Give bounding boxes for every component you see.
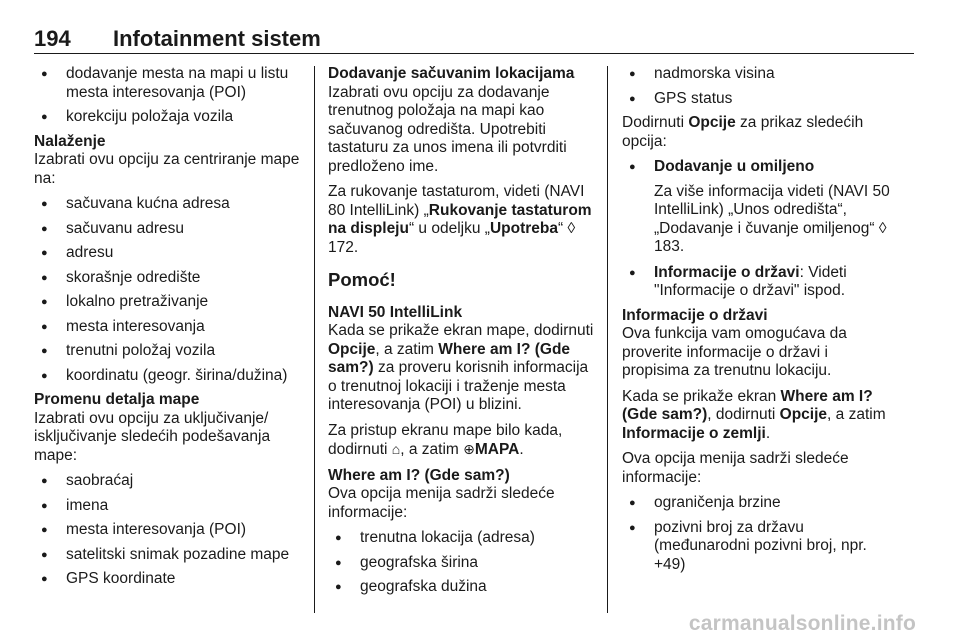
section-heading-dodavanje: Dodavanje sačuvanim lokacijama	[328, 65, 575, 82]
home-icon: ⌂	[391, 441, 401, 457]
text-run: .	[765, 424, 771, 442]
list-item: ● geografska dužina	[328, 578, 596, 597]
list-item: ● skorašnje odredište	[34, 269, 304, 288]
bullet-list-status	[622, 65, 892, 108]
column-2	[328, 65, 596, 603]
bold-term: Upotreba	[489, 220, 558, 237]
page-title: Infotainment sistem	[113, 26, 321, 51]
bold-term: Opcije	[688, 114, 736, 131]
list-item: ● imena	[34, 497, 304, 516]
list-item: ● mesta interesovanja	[34, 318, 304, 337]
list-item: ● ograničenja brzine	[622, 494, 892, 513]
bold-term: Informacije o zemlji	[622, 424, 766, 442]
watermark: carmanualsonline.info	[688, 612, 916, 635]
bold-term: Rukovanje tastaturom na displeju	[328, 201, 592, 237]
page-number: 194	[34, 26, 71, 51]
bold-term: Informacije o državi	[654, 263, 800, 281]
subheading-where: Where am I? (Gde sam?)	[328, 466, 510, 484]
bold-term: Where am I? (Gde sam?)	[328, 340, 571, 376]
bullet-list-bottom	[622, 494, 892, 574]
list-item: ● trenutna lokacija (adresa)	[328, 529, 596, 548]
text-run: Kada se prikaže ekran	[622, 387, 781, 405]
list-item: ● koordinatu (geogr. širina/dužina)	[34, 367, 304, 386]
text-run: , dodirnuti	[707, 406, 780, 423]
paragraph: Ova opcija menija sadrži sledeće informacije:	[622, 450, 849, 486]
section-heading-pomoc: Pomoć!	[328, 269, 396, 290]
paragraph: Izabrati ovu opciju za uključivanje/ isključivanje sledećih podešavanja mape:	[34, 409, 271, 464]
bold-term: MAPA	[474, 441, 520, 458]
list-item: ● GPS status	[622, 90, 892, 109]
text-run: , a zatim	[400, 441, 464, 458]
paragraph: Ova funkcija vam omogućava da proverite informacije o državi i propisima za trenutnu lokaciju.	[622, 325, 847, 379]
paragraph-pristup	[328, 422, 596, 460]
section-heading-promenu: Promenu detalja mape	[34, 391, 200, 408]
bullet-list-top	[34, 65, 304, 127]
text-run: Kada se prikaže ekran mape, dodirnuti	[328, 322, 594, 339]
text-run: : Videti "Informacije o državi" ispod.	[654, 263, 847, 299]
paragraph-kada	[622, 388, 892, 444]
page-header	[34, 26, 914, 52]
text-run: za prikaz sledećih opcija:	[622, 114, 864, 150]
bold-term: Opcije	[779, 406, 828, 423]
list-item: ● nadmorska visina	[622, 65, 892, 84]
text-run: Dodirnuti	[622, 114, 689, 131]
bullet-list-opcije	[622, 158, 892, 177]
list-item: ● mesta interesovanja (POI)	[34, 521, 304, 540]
paragraph-opcije	[622, 114, 892, 151]
text-run: “ u odeljku „	[408, 220, 490, 237]
subheading-info: Informacije o državi	[622, 306, 768, 324]
paragraph: Ova opcija menija sadrži sledeće informacije:	[328, 485, 555, 521]
list-item: ● trenutni položaj vozila	[34, 342, 304, 361]
section-heading-nalazenje: Nalaženje	[34, 132, 106, 150]
text-run: , a zatim	[827, 406, 886, 423]
bold-term: Dodavanje u omiljeno	[654, 158, 815, 175]
list-item: ● korekciju položaja vozila	[34, 108, 304, 127]
column-3	[622, 65, 892, 580]
bold-term: Where am I? (Gde sam?)	[622, 387, 873, 423]
paragraph-navi	[328, 322, 596, 415]
bullet-list-where	[328, 529, 596, 597]
list-item	[622, 158, 892, 177]
paragraph-keyboard	[328, 183, 596, 257]
bold-term: Opcije	[328, 340, 376, 358]
text-run: Za pristup ekranu mape bilo kada, dodirnuti	[328, 421, 563, 458]
list-item: ● dodavanje mesta na mapi u listu mesta interesovanja (POI)	[34, 65, 304, 102]
header-divider	[34, 53, 914, 54]
text-run: Za rukovanje tastaturom, videti (NAVI 80 IntelliLink) „	[328, 183, 585, 219]
text-run: .	[519, 441, 524, 458]
column-divider-2	[607, 66, 608, 613]
paragraph: Izabrati ovu opciju za dodavanje trenutnog položaja na mapi kao sačuvanog odredišta. Upotrebiti tastaturu za unos imena ili potvrditi predloženo ime.	[328, 83, 567, 175]
list-item: ● sačuvanu adresu	[34, 220, 304, 239]
map-icon: ⊕	[463, 441, 475, 457]
list-item: ● saobraćaj	[34, 472, 304, 491]
column-divider-1	[314, 66, 315, 613]
list-item: ● lokalno pretraživanje	[34, 293, 304, 312]
text-run: , a zatim	[375, 340, 439, 358]
paragraph-omiljeno: Za više informacija videti (NAVI 50 IntelliLink) „Unos odredišta“, „Dodavanje i čuvanje omiljenog“ ◊ 183.	[654, 182, 890, 255]
subheading-navi: NAVI 50 IntelliLink	[328, 303, 463, 321]
paragraph: Izabrati ovu opciju za centriranje mape na:	[34, 151, 300, 187]
page-reference: “ ◊ 172.	[328, 220, 576, 256]
list-item: ● GPS koordinate	[34, 570, 304, 589]
list-item	[622, 264, 892, 301]
bullet-list-nalazenje	[34, 195, 304, 385]
list-item: ● sačuvana kućna adresa	[34, 195, 304, 214]
bullet-list-promenu	[34, 472, 304, 589]
list-item: ● adresu	[34, 244, 304, 263]
text-run: za proveru korisnih informacija o trenutnoj lokaciji i traženje mesta interesovanja (POI) u blizini.	[328, 359, 589, 413]
list-item: ● geografska širina	[328, 554, 596, 573]
column-1	[34, 65, 304, 595]
bullet-list-info	[622, 264, 892, 301]
list-item: ● satelitski snimak pozadine mape	[34, 546, 304, 565]
list-item: ● pozivni broj za državu (međunarodni pozivni broj, npr. +49)	[622, 519, 892, 575]
